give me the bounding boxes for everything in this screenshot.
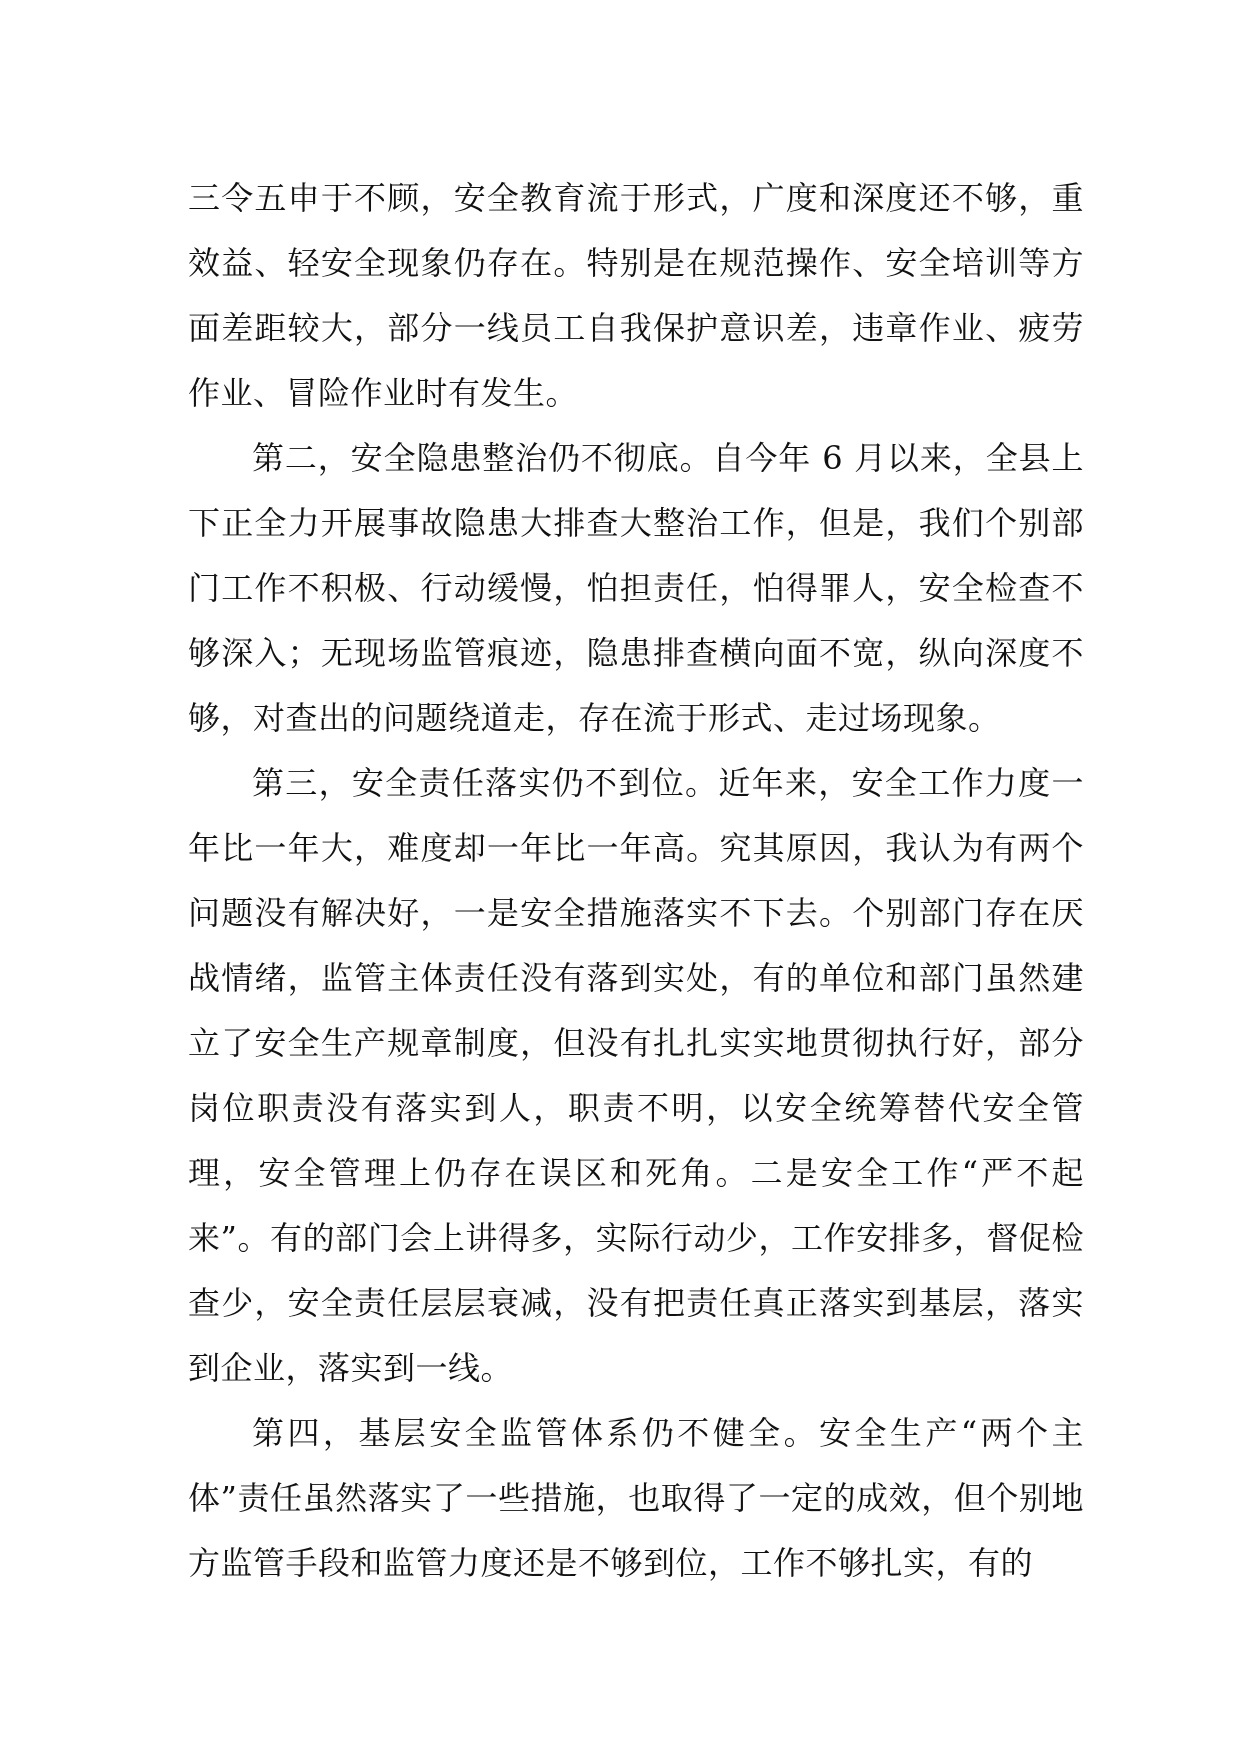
paragraph-continuation: 三令五申于不顾，安全教育流于形式，广度和深度还不够，重效益、轻安全现象仍存在。特别是在规范操作、安全培训等方面差距较大，部分一线员工自我保护意识差，违章作业、疲劳作业、冒险作业时有发生。	[188, 179, 1084, 412]
document-body	[188, 166, 1084, 1596]
paragraph-third-point: 第三，安全责任落实仍不到位。近年来，安全工作力度一年比一年大，难度却一年比一年高。究其原因，我认为有两个问题没有解决好，一是安全措施落实不下去。个别部门存在厌战情绪，监管主体责任没有落到实处，有的单位和部门虽然建立了安全生产规章制度，但没有扎扎实实地贯彻执行好，部分岗位职责没有落实到人，职责不明，以安全统筹替代安全管理，安全管理上仍存在误区和死角。二是安全工作“严不起来”。有的部门会上讲得多，实际行动少，工作安排多，督促检查少，安全责任层层衰减，没有把责任真正落实到基层，落实到企业，落实到一线。	[188, 764, 1084, 1387]
paragraph-second-point: 第二，安全隐患整治仍不彻底。自今年 6 月以来，全县上下正全力开展事故隐患大排查大整治工作，但是，我们个别部门工作不积极、行动缓慢，怕担责任，怕得罪人，安全检查不够深入；无现场监管痕迹，隐患排查横向面不宽，纵向深度不够，对查出的问题绕道走，存在流于形式、走过场现象。	[188, 439, 1084, 737]
paragraph-fourth-point: 第四，基层安全监管体系仍不健全。安全生产“两个主体”责任虽然落实了一些措施，也取得了一定的成效，但个别地方监管手段和监管力度还是不够到位，工作不够扎实，有的	[188, 1414, 1084, 1582]
